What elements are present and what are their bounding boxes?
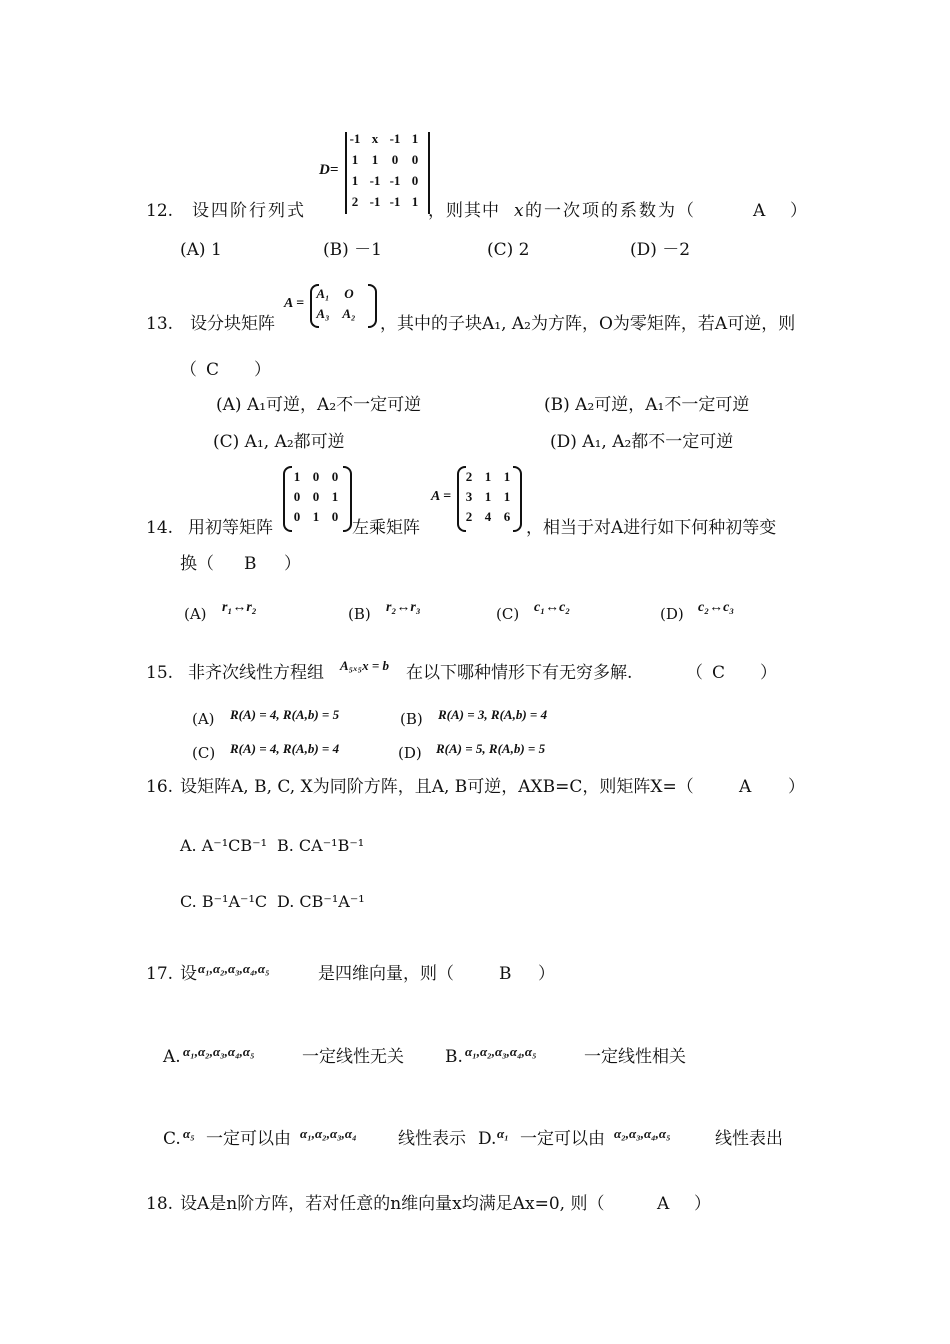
vector-list: α₁,α₂,α₃,α₄,α₅ xyxy=(198,961,270,976)
matrix-entry: 2 xyxy=(465,469,473,484)
option-d-expr: c₂↔c₃ xyxy=(698,600,735,615)
close-paren: ） xyxy=(254,360,271,380)
question-stem: 的一次项的系数为（ xyxy=(525,201,696,221)
matrix-entry: 1 xyxy=(312,509,320,524)
matrix-entry: -1 xyxy=(389,131,401,146)
question-stem: 设分块矩阵 xyxy=(190,314,275,334)
matrix-entry: 0 xyxy=(411,152,419,167)
option-c-label: (C) xyxy=(192,744,216,762)
matrix-entry: -1 xyxy=(369,173,381,188)
matrix-entry: 1 xyxy=(351,152,359,167)
question-number: 12. xyxy=(146,201,174,221)
question-stem: 设A是n阶方阵，若对任意的n维向量x均满足Ax=0, 则（ xyxy=(180,1194,605,1214)
matrix-entry: 1 xyxy=(371,152,379,167)
answer: A xyxy=(739,777,752,797)
block-matrix xyxy=(316,287,372,323)
option-a-expr: r₁↔r₂ xyxy=(222,600,257,615)
question-number: 14. xyxy=(146,518,174,538)
matrix-entry: 1 xyxy=(503,469,511,484)
matrix-entry: 6 xyxy=(503,509,511,524)
matrix-entry: x xyxy=(371,131,379,146)
answer: C xyxy=(712,663,726,683)
matrix-entry: 1 xyxy=(331,489,339,504)
matrix-right-paren xyxy=(343,466,352,532)
determinant-matrix xyxy=(348,132,428,214)
option-a: A. A⁻¹CB⁻¹ xyxy=(180,836,267,855)
question-stem: 换（ xyxy=(180,554,214,574)
option-c-vectors: α₁,α₂,α₃,α₄ xyxy=(300,1126,357,1141)
option-d: (D) A₁, A₂都不一定可逆 xyxy=(550,432,734,452)
question-stem: 在以下哪种情形下有无穷多解. xyxy=(406,663,633,683)
option-c-expr: c₁↔c₂ xyxy=(534,600,571,615)
option-b-label: (B) xyxy=(348,605,371,623)
option-b-expr: R(A) = 3, R(A,b) = 4 xyxy=(438,707,548,722)
option-d-label: (D) xyxy=(660,605,684,623)
matrix-entry: 1 xyxy=(503,489,511,504)
option-a-text: 一定线性无关 xyxy=(302,1047,404,1067)
option-b-expr: r₂↔r₃ xyxy=(386,600,421,615)
matrix-a xyxy=(462,470,516,526)
matrix-label: A = xyxy=(431,489,452,504)
option-b-label: B. xyxy=(445,1047,463,1067)
option-c: (C) A₁, A₂都可逆 xyxy=(213,432,345,452)
option-b: (B) A₂可逆，A₁不一定可逆 xyxy=(544,395,750,415)
answer: C xyxy=(206,360,220,380)
option-d-text: 一定可以由 xyxy=(520,1129,605,1149)
close-paren: ） xyxy=(760,663,777,683)
matrix-entry: 2 xyxy=(351,194,359,209)
matrix-entry: O xyxy=(344,286,354,301)
matrix-entry: A₁ xyxy=(316,286,330,301)
question-stem: 设四阶行列式 xyxy=(192,201,306,221)
answer: B xyxy=(499,964,512,984)
answer: B xyxy=(244,554,257,574)
close-paren: ） xyxy=(788,777,805,797)
option-c-text: 线性表示 xyxy=(398,1129,466,1149)
matrix-entry: 4 xyxy=(484,509,492,524)
matrix-entry: 0 xyxy=(391,152,399,167)
matrix-label: A = xyxy=(284,296,305,311)
variable-x: x xyxy=(514,201,524,221)
question-stem: 用初等矩阵 xyxy=(188,518,273,538)
question-stem: 是四维向量，则（ xyxy=(318,964,454,984)
open-paren: （ xyxy=(686,663,703,683)
matrix-entry: 0 xyxy=(331,469,339,484)
option-a: (A) 1 xyxy=(180,240,222,260)
option-b-text: 一定线性相关 xyxy=(584,1047,686,1067)
question-stem: 设 xyxy=(180,964,197,984)
matrix-entry: 0 xyxy=(312,469,320,484)
question-stem: ，其中的子块A₁, A₂为方阵，O为零矩阵，若A可逆，则 xyxy=(380,314,796,334)
option-c: (C) 2 xyxy=(487,240,530,260)
matrix-entry: 1 xyxy=(411,194,419,209)
option-b: (B) －1 xyxy=(323,240,382,260)
option-a-label: (A) xyxy=(192,710,215,728)
answer: A xyxy=(657,1194,670,1214)
matrix-entry: 3 xyxy=(465,489,473,504)
question-number: 13. xyxy=(146,314,174,334)
option-a: (A) A₁可逆，A₂不一定可逆 xyxy=(216,395,422,415)
matrix-entry: -1 xyxy=(369,194,381,209)
option-c-label: (C) xyxy=(496,605,520,623)
option-b-label: (B) xyxy=(400,710,423,728)
matrix-entry: 2 xyxy=(465,509,473,524)
option-b-vectors: α₁,α₂,α₃,α₄,α₅ xyxy=(465,1044,537,1059)
question-number: 17. xyxy=(146,964,174,984)
close-paren: ） xyxy=(538,964,555,984)
question-number: 18. xyxy=(146,1194,174,1214)
determinant-left-bar xyxy=(345,132,347,214)
close-paren: ） xyxy=(790,201,807,221)
option-a-vectors: α₁,α₂,α₃,α₄,α₅ xyxy=(183,1044,255,1059)
option-d-vectors: α₂,α₃,α₄,α₅ xyxy=(614,1126,671,1141)
matrix-entry: 0 xyxy=(312,489,320,504)
matrix-entry: -1 xyxy=(389,194,401,209)
option-c-expr: R(A) = 4, R(A,b) = 4 xyxy=(230,741,340,756)
option-d: D. CB⁻¹A⁻¹ xyxy=(277,892,365,911)
option-d-expr: R(A) = 5, R(A,b) = 5 xyxy=(436,741,546,756)
matrix-entry: 0 xyxy=(293,509,301,524)
option-c-alpha5: α₅ xyxy=(183,1126,195,1141)
option-a-label: (A) xyxy=(184,605,207,623)
open-paren: （ xyxy=(180,360,197,380)
question-number: 15. xyxy=(146,663,174,683)
matrix-entry: 1 xyxy=(293,469,301,484)
question-stem: 左乘矩阵 xyxy=(352,518,420,538)
question-stem: ，相当于对A进行如下何种初等变 xyxy=(526,518,777,538)
question-stem: ，则其中 xyxy=(428,201,500,221)
answer: A xyxy=(753,201,766,221)
option-d: (D) －2 xyxy=(630,240,691,260)
matrix-entry: A₃ xyxy=(316,306,330,321)
matrix-entry: 0 xyxy=(331,509,339,524)
determinant-label: D= xyxy=(319,162,339,178)
option-d-alpha1: α₁ xyxy=(497,1126,509,1141)
matrix-entry: -1 xyxy=(349,131,361,146)
matrix-entry: 0 xyxy=(293,489,301,504)
question-stem: 设矩阵A, B, C, X为同阶方阵，且A, B可逆，AXB=C，则矩阵X=（ xyxy=(180,777,694,797)
question-number: 16. xyxy=(146,777,174,797)
matrix-entry: 1 xyxy=(351,173,359,188)
matrix-entry: 1 xyxy=(411,131,419,146)
matrix-entry: 1 xyxy=(484,489,492,504)
elementary-matrix xyxy=(290,470,344,526)
matrix-entry: 1 xyxy=(484,469,492,484)
option-a-expr: R(A) = 4, R(A,b) = 5 xyxy=(230,707,340,722)
option-d-label: (D) xyxy=(398,744,422,762)
option-c: C. B⁻¹A⁻¹C xyxy=(180,892,268,911)
option-c-label: C. xyxy=(163,1129,181,1149)
option-b: B. CA⁻¹B⁻¹ xyxy=(277,836,365,855)
equation: A₅ₓ₅x = b xyxy=(340,658,390,673)
question-stem: 非齐次线性方程组 xyxy=(188,663,324,683)
matrix-entry: -1 xyxy=(389,173,401,188)
option-d-text: 线性表出 xyxy=(715,1129,783,1149)
option-c-text: 一定可以由 xyxy=(206,1129,291,1149)
matrix-entry: A₂ xyxy=(342,306,356,321)
close-paren: ） xyxy=(694,1194,711,1214)
option-d-label: D. xyxy=(478,1129,497,1149)
close-paren: ） xyxy=(284,554,301,574)
matrix-entry: 0 xyxy=(411,173,419,188)
option-a-label: A. xyxy=(163,1047,181,1067)
